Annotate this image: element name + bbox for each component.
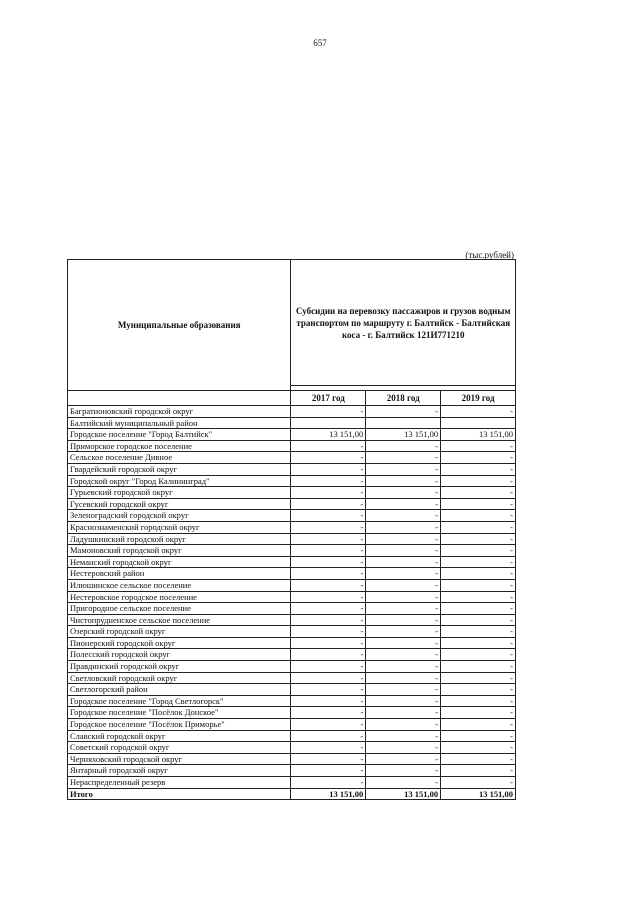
table-row <box>68 463 516 475</box>
municipality-name: Краснознаменский городской округ <box>68 521 291 533</box>
municipality-name: Полесский городской округ <box>68 649 291 661</box>
cell-value-1: - <box>366 753 441 765</box>
municipality-name: Нестеровское городское поселение <box>68 591 291 603</box>
cell-value-0: - <box>291 591 366 603</box>
municipality-name: Зеленоградский городской округ <box>68 510 291 522</box>
cell-value-1: - <box>366 545 441 557</box>
header-year-2017: 2017 год <box>291 391 366 406</box>
total-value-2: 13 151,00 <box>441 788 516 800</box>
municipality-name: Гусевский городской округ <box>68 498 291 510</box>
table-row <box>68 614 516 626</box>
table-row <box>68 591 516 603</box>
cell-value-0: - <box>291 406 366 418</box>
cell-value-1: - <box>366 487 441 499</box>
cell-value-0: - <box>291 440 366 452</box>
table-row <box>68 568 516 580</box>
table-row <box>68 452 516 464</box>
cell-value-1: - <box>366 533 441 545</box>
cell-value-1: - <box>366 777 441 789</box>
cell-value-2: - <box>441 672 516 684</box>
municipality-name: Янтарный городской округ <box>68 765 291 777</box>
cell-value-0 <box>291 417 366 429</box>
cell-value-1: - <box>366 440 441 452</box>
table-row <box>68 672 516 684</box>
cell-value-0: - <box>291 556 366 568</box>
cell-value-2: - <box>441 568 516 580</box>
cell-value-2: - <box>441 521 516 533</box>
cell-value-1: - <box>366 730 441 742</box>
cell-value-1: - <box>366 452 441 464</box>
total-value-1: 13 151,00 <box>366 788 441 800</box>
cell-value-0: - <box>291 487 366 499</box>
cell-value-2: - <box>441 777 516 789</box>
total-value-0: 13 151,00 <box>291 788 366 800</box>
table-row <box>68 730 516 742</box>
cell-value-1: - <box>366 568 441 580</box>
cell-value-0: - <box>291 475 366 487</box>
municipality-name: Гвардейский городской округ <box>68 463 291 475</box>
cell-value-0: - <box>291 777 366 789</box>
cell-value-1: - <box>366 661 441 673</box>
cell-value-1: - <box>366 649 441 661</box>
table-row <box>68 475 516 487</box>
cell-value-0: - <box>291 730 366 742</box>
municipality-name: Озерский городской округ <box>68 626 291 638</box>
cell-value-1: - <box>366 637 441 649</box>
cell-value-2: - <box>441 545 516 557</box>
cell-value-2: - <box>441 533 516 545</box>
cell-value-0: - <box>291 452 366 464</box>
cell-value-0: - <box>291 463 366 475</box>
cell-value-1: - <box>366 707 441 719</box>
cell-value-0: - <box>291 626 366 638</box>
table-row <box>68 637 516 649</box>
municipality-name: Ладушкинский городской округ <box>68 533 291 545</box>
total-label: Итого <box>68 788 291 800</box>
table-row <box>68 487 516 499</box>
cell-value-0: - <box>291 603 366 615</box>
cell-value-1: - <box>366 579 441 591</box>
table-row <box>68 533 516 545</box>
header-year-blank <box>68 391 291 406</box>
cell-value-2: - <box>441 649 516 661</box>
cell-value-2: - <box>441 742 516 754</box>
cell-value-0: - <box>291 684 366 696</box>
header-years-row <box>68 391 516 406</box>
cell-value-1: - <box>366 498 441 510</box>
table-row <box>68 510 516 522</box>
cell-value-2: - <box>441 591 516 603</box>
municipality-name: Пригородное сельское поселение <box>68 603 291 615</box>
cell-value-2: - <box>441 510 516 522</box>
cell-value-0: - <box>291 498 366 510</box>
cell-value-2 <box>441 417 516 429</box>
table-row <box>68 649 516 661</box>
table-body <box>68 260 516 800</box>
municipality-name: Городское поселение "Посёлок Приморье" <box>68 719 291 731</box>
table-row <box>68 521 516 533</box>
municipality-name: Приморское городское поселение <box>68 440 291 452</box>
cell-value-0: 13 151,00 <box>291 429 366 441</box>
cell-value-0: - <box>291 510 366 522</box>
table-row <box>68 765 516 777</box>
municipality-name: Мамоновский городской округ <box>68 545 291 557</box>
table-row <box>68 742 516 754</box>
cell-value-1: 13 151,00 <box>366 429 441 441</box>
cell-value-1: - <box>366 672 441 684</box>
cell-value-2: - <box>441 556 516 568</box>
municipality-name: Гурьевский городской округ <box>68 487 291 499</box>
table-row <box>68 440 516 452</box>
municipality-name: Балтийский муниципальный район <box>68 417 291 429</box>
cell-value-2: - <box>441 475 516 487</box>
municipality-name: Сельское поселение Дивное <box>68 452 291 464</box>
cell-value-1: - <box>366 742 441 754</box>
cell-value-2: - <box>441 579 516 591</box>
municipality-name: Черняховский городской округ <box>68 753 291 765</box>
table-row <box>68 579 516 591</box>
municipality-name: Неманский городской округ <box>68 556 291 568</box>
header-year-2019: 2019 год <box>441 391 516 406</box>
municipality-name: Советский городской округ <box>68 742 291 754</box>
table-row <box>68 661 516 673</box>
municipality-name: Нераспределенный резерв <box>68 777 291 789</box>
cell-value-2: 13 151,00 <box>441 429 516 441</box>
cell-value-2: - <box>441 452 516 464</box>
municipality-name: Чистопрудненское сельское поселение <box>68 614 291 626</box>
cell-value-0: - <box>291 672 366 684</box>
total-row <box>68 788 516 800</box>
municipality-name: Светлогорский район <box>68 684 291 696</box>
municipality-name: Илюшинское сельское поселение <box>68 579 291 591</box>
cell-value-1: - <box>366 475 441 487</box>
cell-value-0: - <box>291 753 366 765</box>
table-row <box>68 777 516 789</box>
table-row <box>68 719 516 731</box>
cell-value-1: - <box>366 614 441 626</box>
cell-value-1: - <box>366 695 441 707</box>
cell-value-2: - <box>441 406 516 418</box>
header-municipalities: Муниципальные образования <box>68 260 291 391</box>
cell-value-2: - <box>441 661 516 673</box>
cell-value-0: - <box>291 719 366 731</box>
cell-value-2: - <box>441 753 516 765</box>
header-year-2018: 2018 год <box>366 391 441 406</box>
municipality-name: Светловский городской округ <box>68 672 291 684</box>
table-row <box>68 603 516 615</box>
subsidy-table <box>67 259 516 800</box>
table-row <box>68 684 516 696</box>
cell-value-2: - <box>441 707 516 719</box>
page-number: 657 <box>313 38 327 48</box>
cell-value-1: - <box>366 510 441 522</box>
cell-value-1: - <box>366 765 441 777</box>
cell-value-0: - <box>291 579 366 591</box>
cell-value-2: - <box>441 684 516 696</box>
cell-value-1: - <box>366 463 441 475</box>
table-row <box>68 695 516 707</box>
cell-value-2: - <box>441 603 516 615</box>
cell-value-1: - <box>366 684 441 696</box>
cell-value-0: - <box>291 614 366 626</box>
cell-value-2: - <box>441 463 516 475</box>
municipality-name: Городское поселение "Город Светлогорск" <box>68 695 291 707</box>
cell-value-2: - <box>441 487 516 499</box>
cell-value-2: - <box>441 440 516 452</box>
cell-value-0: - <box>291 568 366 580</box>
cell-value-2: - <box>441 730 516 742</box>
cell-value-1: - <box>366 406 441 418</box>
municipality-name: Городское поселение "Посёлок Донское" <box>68 707 291 719</box>
table-row <box>68 753 516 765</box>
cell-value-1: - <box>366 521 441 533</box>
cell-value-1: - <box>366 719 441 731</box>
cell-value-0: - <box>291 545 366 557</box>
cell-value-2: - <box>441 614 516 626</box>
municipality-name: Нестеровский район <box>68 568 291 580</box>
table-row <box>68 429 516 441</box>
header-row-top <box>68 260 516 386</box>
cell-value-1: - <box>366 626 441 638</box>
cell-value-0: - <box>291 765 366 777</box>
municipality-name: Городское поселение "Город Балтийск" <box>68 429 291 441</box>
cell-value-2: - <box>441 695 516 707</box>
cell-value-0: - <box>291 637 366 649</box>
cell-value-1: - <box>366 556 441 568</box>
municipality-name: Багратионовский городской округ <box>68 406 291 418</box>
table-row <box>68 556 516 568</box>
table-row <box>68 498 516 510</box>
cell-value-0: - <box>291 695 366 707</box>
cell-value-0: - <box>291 742 366 754</box>
unit-note: (тыс.рублей) <box>465 250 514 260</box>
cell-value-2: - <box>441 637 516 649</box>
table-row <box>68 406 516 418</box>
municipality-name: Правдинский городской округ <box>68 661 291 673</box>
cell-value-0: - <box>291 707 366 719</box>
cell-value-0: - <box>291 649 366 661</box>
cell-value-2: - <box>441 626 516 638</box>
table-row <box>68 707 516 719</box>
municipality-name: Городской округ "Город Калининград" <box>68 475 291 487</box>
cell-value-2: - <box>441 719 516 731</box>
header-subsidy: Субсидии на перевозку пассажиров и грузов водным транспортом по маршруту г. Балтийск - Балтийская коса - г. Балтийск 121И771210 <box>291 260 516 386</box>
cell-value-2: - <box>441 498 516 510</box>
municipality-name: Пионерский городской округ <box>68 637 291 649</box>
table-row <box>68 545 516 557</box>
municipality-name: Славский городской округ <box>68 730 291 742</box>
table-row <box>68 417 516 429</box>
cell-value-1 <box>366 417 441 429</box>
cell-value-1: - <box>366 603 441 615</box>
cell-value-0: - <box>291 533 366 545</box>
cell-value-0: - <box>291 521 366 533</box>
cell-value-1: - <box>366 591 441 603</box>
cell-value-0: - <box>291 661 366 673</box>
table-row <box>68 626 516 638</box>
cell-value-2: - <box>441 765 516 777</box>
